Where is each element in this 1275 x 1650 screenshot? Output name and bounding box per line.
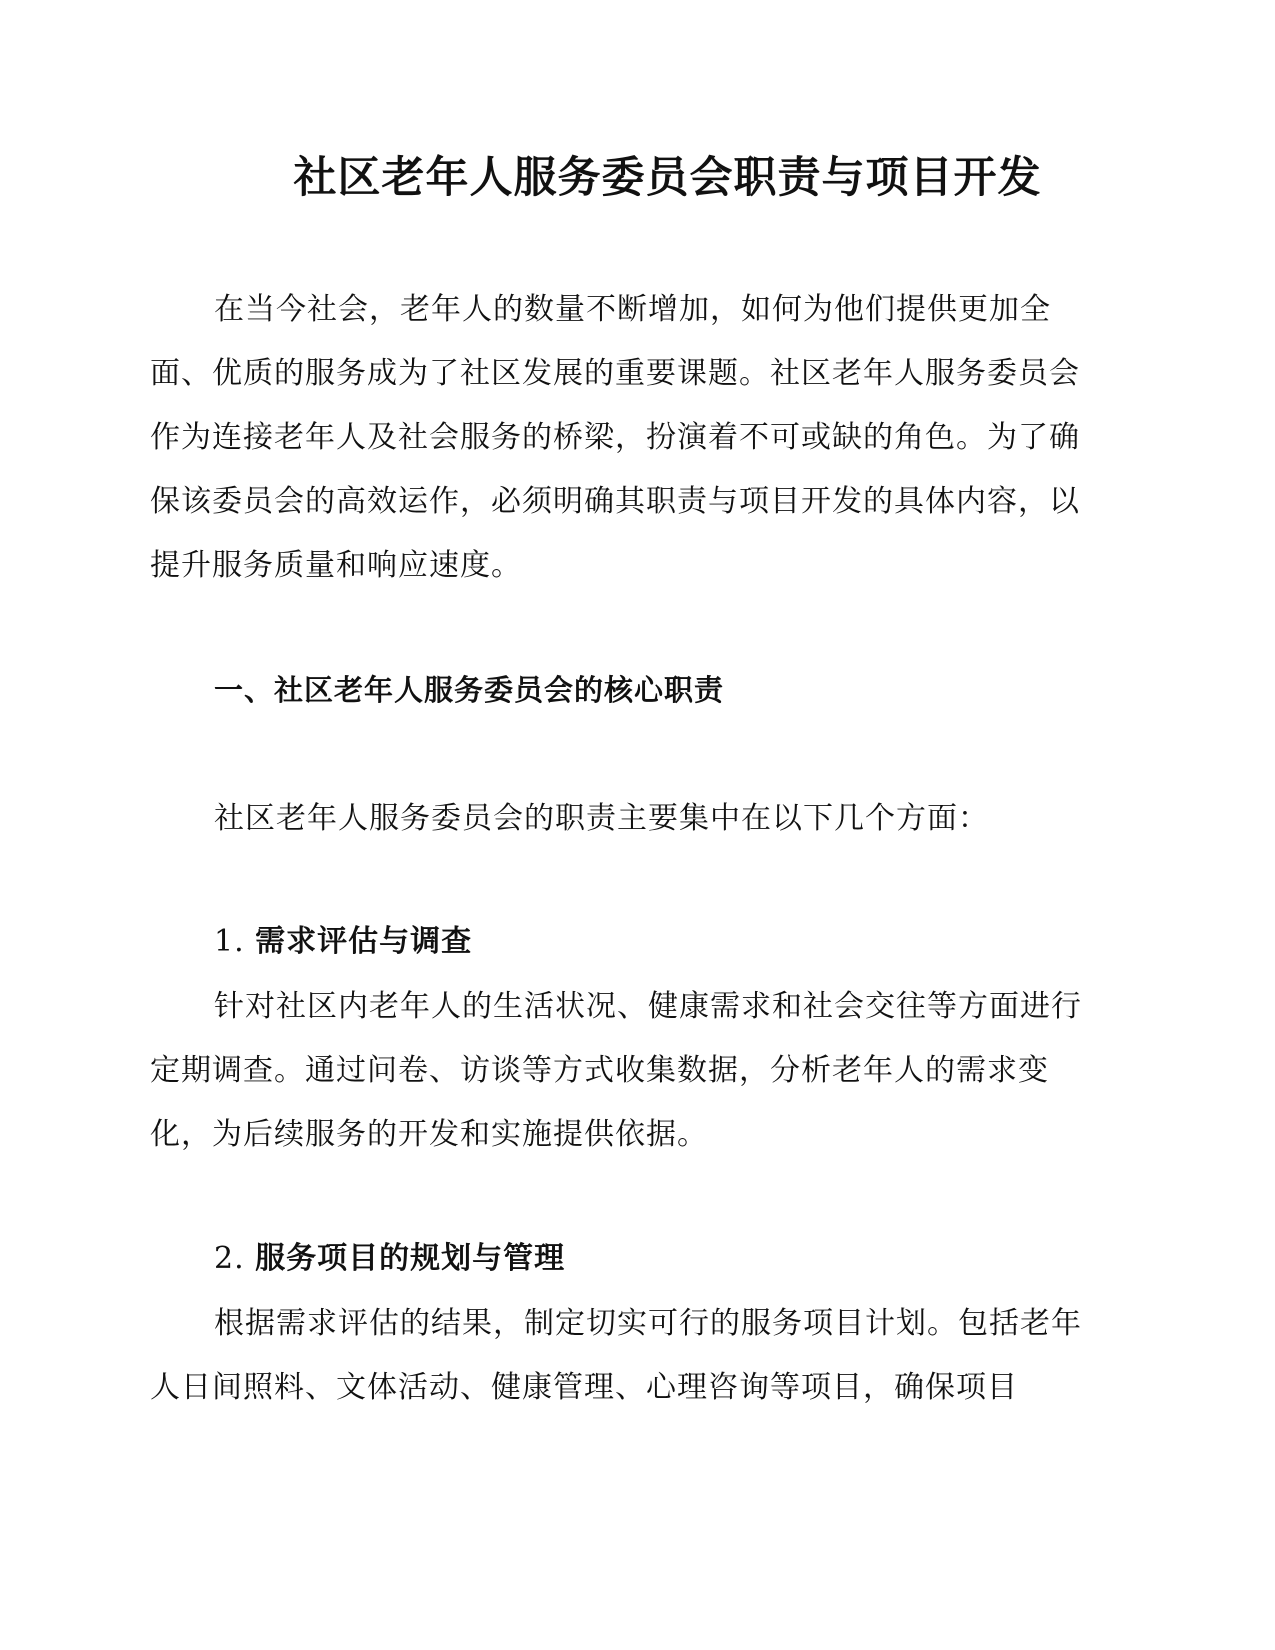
item-1-number: 1. bbox=[214, 924, 245, 959]
section-1-heading: 一、社区老年人服务委员会的核心职责 bbox=[214, 673, 725, 707]
intro-paragraph: 在当今社会，老年人的数量不断增加，如何为他们提供更加全面、优质的服务成为了社区发展的重要课题。社区老年人服务委员会作为连接老年人及社会服务的桥梁，扮演着不可或缺的角色。为了确保该委员会的高效运作，必须明确其职责与项目开发的具体内容，以提升服务质量和响应速度。 bbox=[150, 292, 1080, 583]
item-2-body: 根据需求评估的结果，制定切实可行的服务项目计划。包括老年人日间照料、文体活动、健康管理、心理咨询等项目，确保项目 bbox=[150, 1306, 1082, 1405]
item-1-title: 需求评估与调查 bbox=[255, 924, 473, 959]
document-title: 社区老年人服务委员会职责与项目开发 bbox=[293, 153, 1042, 203]
item-2-title: 服务项目的规划与管理 bbox=[255, 1241, 566, 1276]
section-1-lead-paragraph: 社区老年人服务委员会的职责主要集中在以下几个方面： bbox=[214, 801, 989, 836]
item-2-heading bbox=[214, 1239, 565, 1279]
item-2-number: 2. bbox=[214, 1241, 245, 1276]
item-1-heading bbox=[214, 922, 472, 962]
item-1-body: 针对社区内老年人的生活状况、健康需求和社会交往等方面进行定期调查。通过问卷、访谈等方式收集数据，分析老年人的需求变化，为后续服务的开发和实施提供依据。 bbox=[150, 989, 1082, 1152]
